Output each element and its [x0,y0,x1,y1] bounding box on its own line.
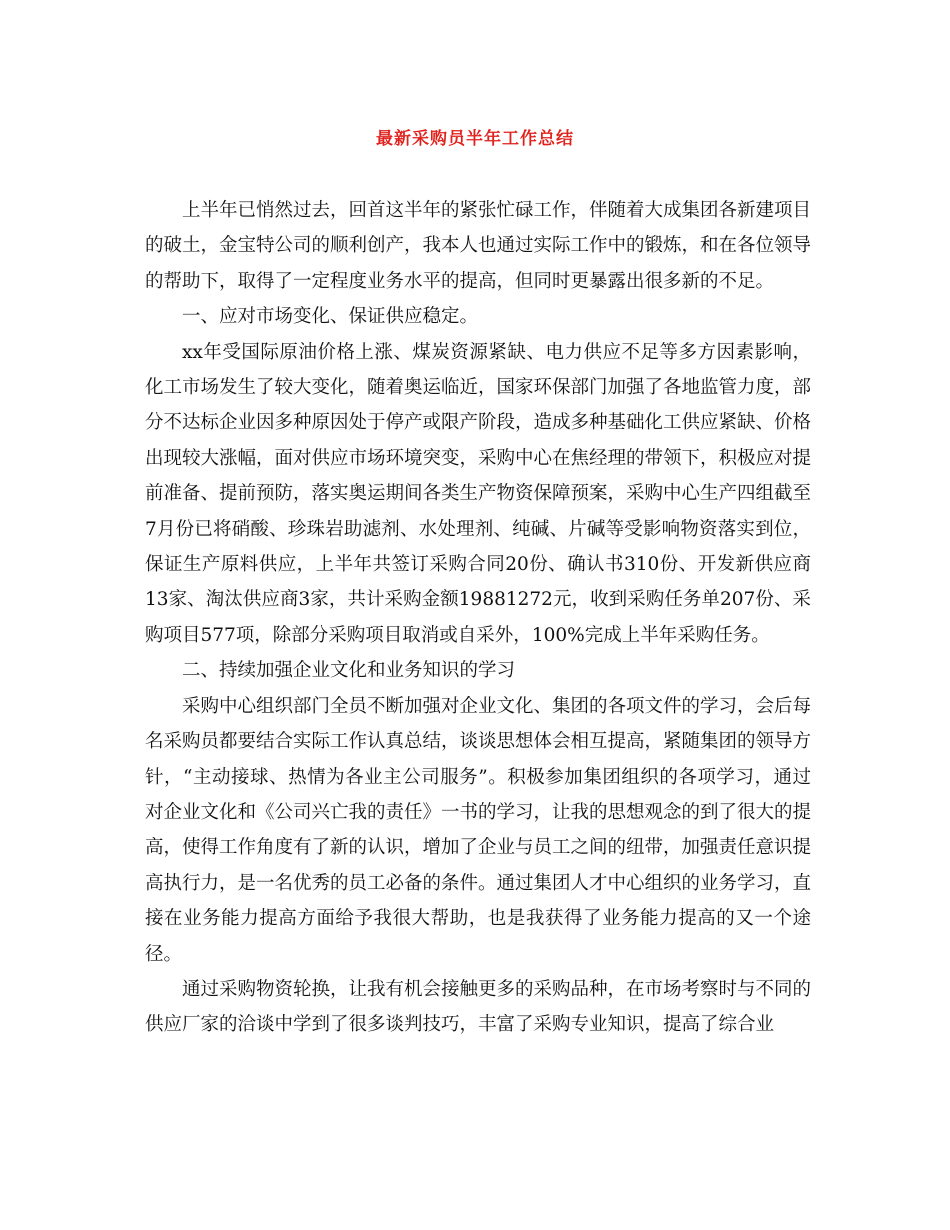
heading-section-2: 二、持续加强企业文化和业务知识的学习 [182,660,516,682]
paragraph-market-supply: xx年受国际原油价格上涨、煤炭资源紧缺、电力供应不足等多方因素影响，化工市场发生了较大变化，随着奥运临近，国家环保部门加强了各地监管力度，部分不达标企业因多种原因处于停产或限产阶段，造成多种基础化工供应紧缺、价格出现较大涨幅，面对供应市场环境突变，采购中心在焦经理的带领下，积极应对提前准备、提前预防，落实奥运期间各类生产物资保障预案，采购中心生产四组截至7月份已将硝酸、珍珠岩助滤剂、水处理剂、纯碱、片碱等受影响物资落实到位，保证生产原料供应，上半年共签订采购合同20份、确认书310份、开发新供应商13家、淘汰供应商3家，共计采购金额19881272元，收到采购任务单207份、采购项目577项，除部分采购项目取消或自采外，100%完成上半年采购任务。 [145,341,812,646]
document-title: 最新采购员半年工作总结 [376,129,574,149]
document-body [145,193,811,1043]
paragraph-rotation: 通过采购物资轮换，让我有机会接触更多的采购品种，在市场考察时与不同的供应厂家的洽谈中学到了很多谈判技巧，丰富了采购专业知识，提高了综合业 [145,978,812,1036]
paragraph-learning: 采购中心组织部门全员不断加强对企业文化、集团的各项文件的学习，会后每名采购员都要结合实际工作认真总结，谈谈思想体会相互提高，紧随集团的领导方针，“主动接球、热情为各业主公司服务”。积极参加集团组织的各项学习，通过对企业文化和《公司兴亡我的责任》一书的学习，让我的思想观念的到了很大的提高，使得工作角度有了新的认识，增加了企业与员工之间的纽带，加强责任意识提高执行力，是一名优秀的员工必备的条件。通过集团人才中心组织的业务学习，直接在业务能力提高方面给予我很大帮助，也是我获得了业务能力提高的又一个途径。 [145,695,812,965]
paragraph-intro: 上半年已悄然过去，回首这半年的紧张忙碌工作，伴随着大成集团各新建项目的破土，金宝特公司的顺利创产，我本人也通过实际工作中的锻炼，和在各位领导的帮助下，取得了一定程度业务水平的提高，但同时更暴露出很多新的不足。 [145,200,812,292]
heading-section-1: 一、应对市场变化、保证供应稳定。 [182,306,479,328]
